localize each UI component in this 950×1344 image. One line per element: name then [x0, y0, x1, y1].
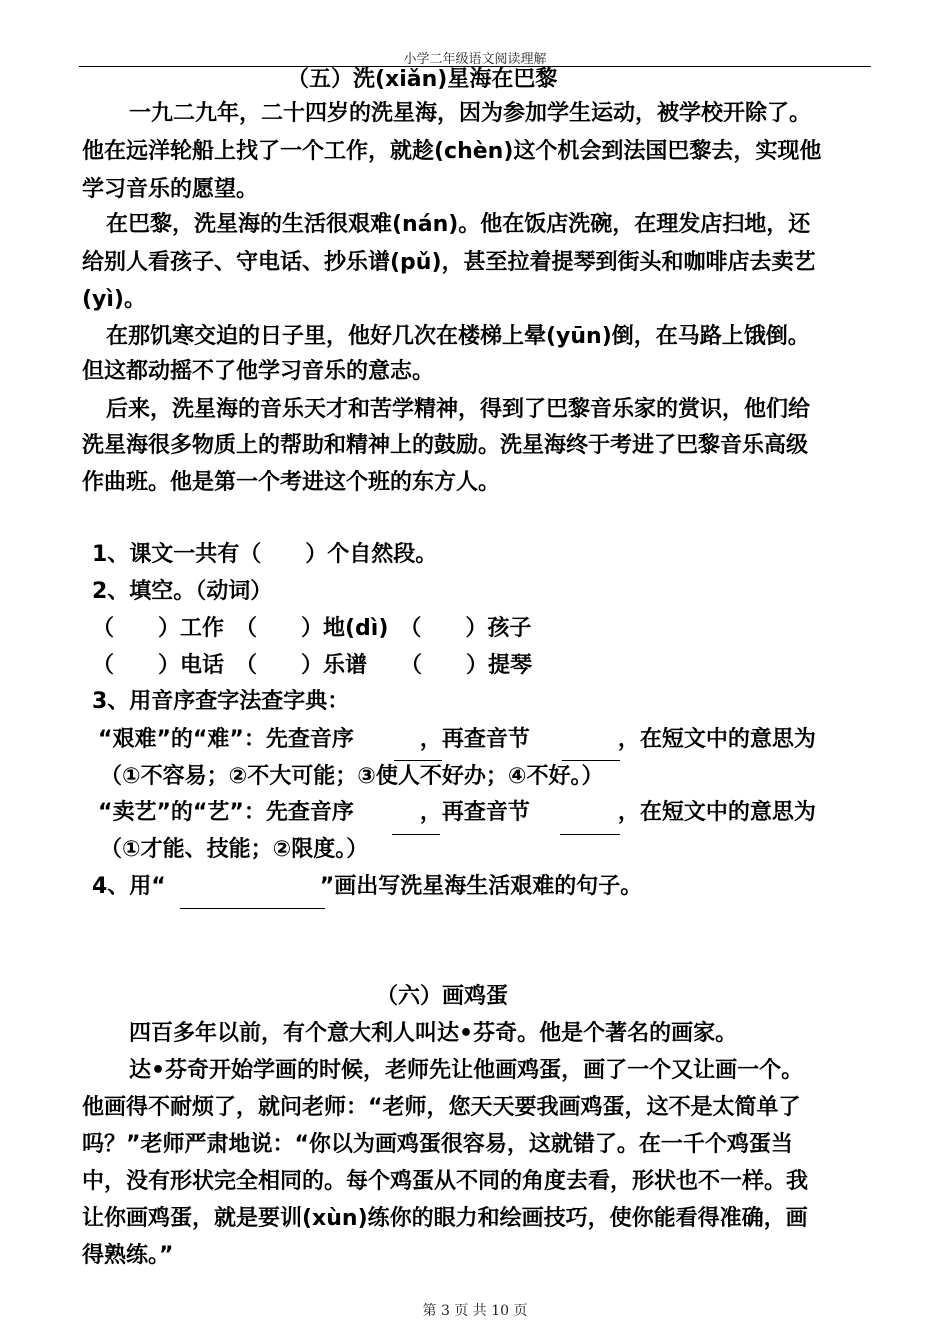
paragraph-line: 吗？”老师严肃地说：“你以为画鸡蛋很容易，这就错了。在一千个鸡蛋当 [82, 1132, 793, 1157]
paragraph-line: 达•芬奇开始学画的时候，老师先让他画鸡蛋，画了一个又让画一个。 [129, 1058, 804, 1083]
fill-blank-row: （ ）工作 （ ）地(dì) （ ）孩子 [92, 616, 532, 641]
paragraph-line: 洗星海很多物质上的帮助和精神上的鼓励。洗星海终于考进了巴黎音乐高级 [82, 433, 809, 458]
paragraph-line: 得熟练。” [82, 1243, 174, 1268]
answer-blank [562, 760, 620, 761]
answer-blank [180, 908, 325, 909]
question-4: 4、用“ ”画出写洗星海生活艰难的句子。 [92, 874, 643, 899]
paragraph-line: 他画得不耐烦了，就问老师：“老师，您天天要我画鸡蛋，这不是太简单了 [82, 1095, 801, 1120]
paragraph-line: 但这都动摇不了他学习音乐的意志。 [82, 359, 435, 384]
fill-blank-row: （ ）电话 （ ）乐谱 （ ）提琴 [92, 653, 533, 678]
paragraph-line: 四百多年以前，有个意大利人叫达•芬奇。他是个著名的画家。 [129, 1021, 738, 1046]
page-footer: 第 3 页 共 10 页 [422, 1303, 528, 1319]
paragraph-line: 后来，洗星海的音乐天才和苦学精神，得到了巴黎音乐家的赏识，他们给 [106, 397, 811, 422]
section-title: （六）画鸡蛋 [376, 984, 509, 1009]
paragraph-line: 他在远洋轮船上找了一个工作，就趁(chèn)这个机会到法国巴黎去，实现他 [82, 139, 822, 164]
question-3b-options: （①才能、技能；②限度。） [100, 837, 369, 862]
paragraph-line: 一九二九年，二十四岁的洗星海，因为参加学生运动，被学校开除了。 [129, 101, 812, 126]
question-1: 1、课文一共有（ ）个自然段。 [92, 542, 438, 567]
paragraph-line: (yì)。 [82, 287, 146, 312]
answer-blank [394, 760, 442, 761]
question-2: 2、填空。（动词） [92, 579, 273, 604]
paragraph-line: 给别人看孩子、守电话、抄乐谱(pǔ)，甚至拉着提琴到街头和咖啡店去卖艺 [82, 250, 816, 275]
question-3: 3、用音序查字法查字典： [92, 689, 350, 714]
paragraph-line: 中，没有形状完全相同的。每个鸡蛋从不同的角度去看，形状也不一样。我 [82, 1169, 809, 1194]
paragraph-line: 在巴黎，洗星海的生活很艰难(nán)。他在饭店洗碗，在理发店扫地，还 [106, 212, 811, 237]
paragraph-line: 学习音乐的愿望。 [82, 177, 259, 202]
section-title: （五）洗(xiǎn)星海在巴黎 [287, 67, 558, 92]
question-3a-options: （①不容易；②不大可能；③使人不好办；④不好。） [100, 764, 604, 789]
paragraph-line: 在那饥寒交迫的日子里，他好几次在楼梯上晕(yūn)倒，在马路上饿倒。 [106, 324, 810, 349]
answer-blank [560, 834, 620, 835]
question-3a: “艰难”的“难”：先查音序 ，再查音节 ，在短文中的意思为 [98, 727, 816, 752]
page-header: 小学二年级语文阅读理解 [403, 52, 547, 67]
paragraph-line: 作曲班。他是第一个考进这个班的东方人。 [82, 470, 501, 495]
question-3b: “卖艺”的“艺”：先查音序 ，再查音节 ，在短文中的意思为 [98, 800, 816, 825]
paragraph-line: 让你画鸡蛋，就是要训(xùn)练你的眼力和绘画技巧，使你能看得准确，画 [82, 1206, 808, 1231]
answer-blank [392, 834, 440, 835]
